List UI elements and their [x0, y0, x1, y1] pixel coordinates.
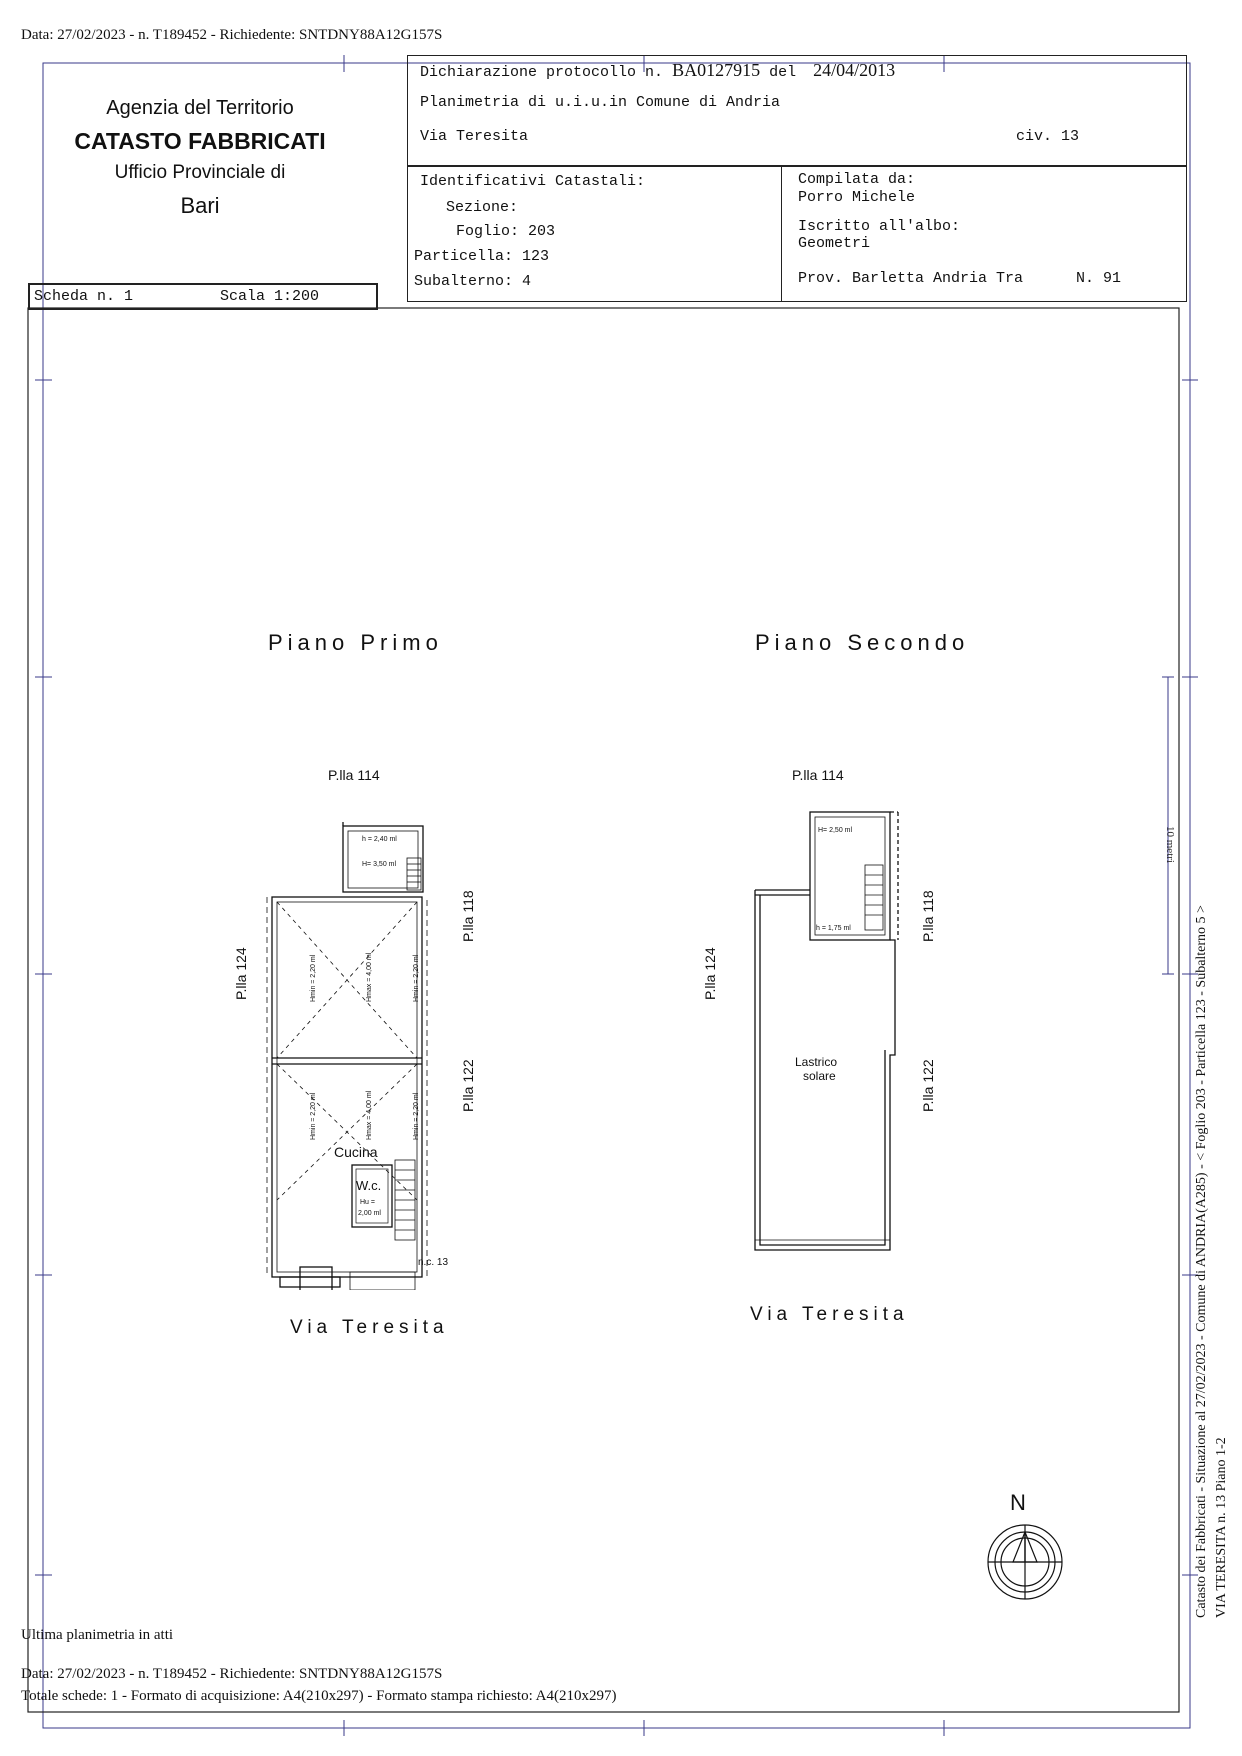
first-street: Via Teresita	[290, 1317, 449, 1338]
street-line: Via Teresita	[420, 128, 529, 145]
footer-formats: Totale schede: 1 - Formato di acquisizione: A4(210x297) - Formato stampa richiesto: A4(210x297)	[21, 1688, 617, 1704]
first-civic: n.c. 13	[418, 1257, 449, 1268]
protocol-label: Dichiarazione protocollo n.	[420, 64, 664, 81]
albo-value: Geometri	[798, 235, 871, 252]
identifiers-subalterno: Subalterno: 4	[414, 273, 532, 290]
first-hmin-1: Hmin = 2,20 ml	[310, 954, 317, 1002]
protocol-date: 24/04/2013	[813, 60, 896, 80]
agency-name: Agenzia del Territorio	[106, 97, 294, 119]
first-h-mid: H= 3,50 ml	[362, 861, 397, 868]
first-hmax-1: Hmax = 4,00 ml	[366, 952, 373, 1002]
second-north-neighbor: P.lla 114	[792, 767, 844, 783]
footer-last: Ultima planimetria in atti	[21, 1627, 174, 1643]
scale-label: 10 metri	[1164, 826, 1176, 863]
planimetry-line: Planimetria di u.i.u.in Comune di Andria	[420, 94, 781, 111]
sheet-number: Scheda n. 1	[34, 288, 134, 305]
side-address-text: VIA TERESITA n. 13 Piano 1-2	[1214, 1437, 1229, 1618]
agency-office: Ufficio Provinciale di	[114, 162, 286, 183]
compiler-label: Compilata da:	[798, 171, 916, 188]
second-west-neighbor: P.lla 124	[702, 947, 718, 1000]
agency-city: Bari	[180, 193, 220, 218]
first-hmin-3: Hmin = 2,20 ml	[310, 1092, 317, 1140]
second-street: Via Teresita	[750, 1304, 909, 1325]
room-wc: W.c.	[356, 1178, 382, 1193]
first-hmax-2: Hmax = 4,00 ml	[366, 1090, 373, 1140]
compass-icon	[985, 1522, 1065, 1602]
plan-second-title: Piano Secondo	[755, 630, 970, 655]
protocol-number: BA0127915	[672, 60, 761, 80]
second-h-top: H= 2,50 ml	[818, 827, 853, 834]
request-info: Data: 27/02/2023 - n. T189452 - Richiedente: SNTDNY88A12G157S	[21, 27, 443, 43]
wc-h-value: 2,00 ml	[358, 1210, 381, 1217]
wc-h-label: Hu =	[360, 1199, 375, 1206]
room-kitchen: Cucina	[334, 1144, 378, 1160]
first-east-neighbor-bottom: P.lla 122	[460, 1059, 476, 1112]
roof-label-2: solare	[803, 1069, 836, 1083]
first-east-neighbor-top: P.lla 118	[460, 890, 476, 942]
civic-line: civ. 13	[1016, 128, 1080, 145]
north-label: N	[1010, 1490, 1026, 1515]
agency-title: CATASTO FABBRICATI	[74, 128, 326, 154]
identifiers-foglio: Foglio: 203	[456, 223, 556, 240]
first-hmin-2: Hmin = 2,20 ml	[413, 954, 420, 1002]
side-situation-text: Catasto dei Fabbricati - Situazione al 27/02/2023 - Comune di ANDRIA(A285) - < Foglio 203 - Particella 123 - Subalterno 5 >	[1194, 905, 1209, 1618]
albo-number: N. 91	[1076, 270, 1122, 287]
date-label: del	[769, 64, 797, 81]
plan-second-drawing	[740, 800, 930, 1270]
roof-label-1: Lastrico	[795, 1055, 838, 1069]
plan-first-title: Piano Primo	[268, 630, 443, 655]
declaration-line	[420, 60, 895, 81]
compiler-name: Porro Michele	[798, 189, 916, 206]
albo-label: Iscritto all'albo:	[798, 218, 961, 235]
sheet-scale: Scala 1:200	[220, 288, 320, 305]
second-east-neighbor-bottom: P.lla 122	[920, 1059, 936, 1112]
first-west-neighbor: P.lla 124	[233, 947, 249, 1000]
first-north-neighbor: P.lla 114	[328, 767, 380, 783]
second-east-neighbor-top: P.lla 118	[920, 890, 936, 942]
first-h-top: h = 2,40 ml	[362, 836, 397, 843]
identifiers-title: Identificativi Catastali:	[420, 173, 646, 190]
plan-first-drawing	[200, 760, 480, 1290]
albo-province: Prov. Barletta Andria Tra	[798, 270, 1024, 287]
identifiers-sezione: Sezione:	[446, 199, 519, 216]
second-h-bottom: h = 1,75 ml	[816, 925, 851, 932]
first-hmin-4: Hmin = 2,20 ml	[413, 1092, 420, 1140]
identifiers-particella: Particella: 123	[414, 248, 550, 265]
footer-data: Data: 27/02/2023 - n. T189452 - Richiedente: SNTDNY88A12G157S	[21, 1666, 443, 1682]
